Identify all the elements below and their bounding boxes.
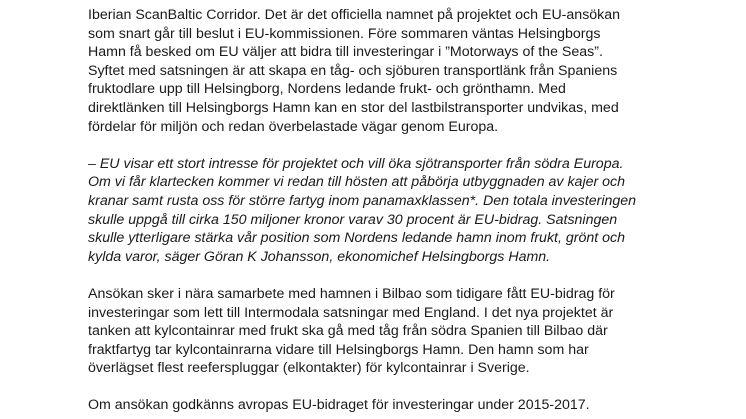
- text-line: som snart går till beslut i EU-kommissionen. Före sommaren väntas Helsingborgs: [88, 25, 601, 42]
- paragraph-closing: [88, 396, 688, 415]
- text-line: fruktodlare upp till Helsingborg, Nordens ledande frukt- och grönthamn. Med: [88, 81, 566, 98]
- paragraph-intro: [88, 6, 688, 136]
- text-line: – EU visar ett stort intresse för projektet och vill öka sjötransporter från södra Europa.: [88, 155, 624, 172]
- text-line: investeringar som lett till Intermodala satsningar med England. I det nya projektet är: [88, 304, 614, 321]
- text-line: kranar samt rusta oss för större fartyg inom panamaxklassen*. Den totala investeringen: [88, 192, 637, 209]
- document-body: [88, 6, 688, 415]
- text-line: överlägset flest reeferspluggar (elkontakter) för kylcontainrar i Sverige.: [88, 360, 530, 377]
- text-line: direktlänken till Helsingborgs Hamn kan en stor del lastbilstransporter undvikas, med: [88, 99, 619, 116]
- text-line: skulle ytterligare stärka vår position som Nordens ledande hamn inom frukt, grönt och: [88, 230, 626, 247]
- text-line: Iberian ScanBaltic Corridor. Det är det officiella namnet på projektet och EU-ansökan: [88, 7, 621, 23]
- paragraph-bilbao: [88, 285, 688, 378]
- text-line: fraktfartyg tar kylcontainrarna vidare till Helsingborgs Hamn. Den hamn som har: [88, 341, 589, 358]
- text-line: kylda varor, säger Göran K Johansson, ekonomichef Helsingborgs Hamn.: [88, 248, 551, 265]
- text-line: skulle uppgå till cirka 150 miljoner kronor varav 30 procent är EU-bidrag. Satsningen: [88, 211, 618, 228]
- text-line: Om ansökan godkänns avropas EU-bidraget för investeringar under 2015-2017.: [88, 397, 590, 414]
- text-line: Om vi får klartecken kommer vi redan till hösten att påbörja utbyggnaden av kajer och: [88, 174, 626, 191]
- paragraph-spacer: [88, 266, 688, 285]
- paragraph-spacer: [88, 378, 688, 397]
- paragraph-quote: [88, 155, 688, 267]
- text-line: Hamn få besked om EU väljer att bidra till investeringar i ”Motorways of the Seas”.: [88, 44, 603, 61]
- text-line: Syftet med satsningen är att skapa en tåg- och sjöburen transportlänk från Spaniens: [88, 62, 618, 79]
- text-line: tanken att kylcontainrar med frukt ska gå med tåg från södra Spanien till Bilbao där: [88, 323, 608, 340]
- paragraph-spacer: [88, 136, 688, 155]
- text-line: fördelar för miljön och redan överbelastade vägar genom Europa.: [88, 118, 499, 135]
- text-line: Ansökan sker i nära samarbete med hamnen i Bilbao som tidigare fått EU-bidrag för: [88, 285, 615, 302]
